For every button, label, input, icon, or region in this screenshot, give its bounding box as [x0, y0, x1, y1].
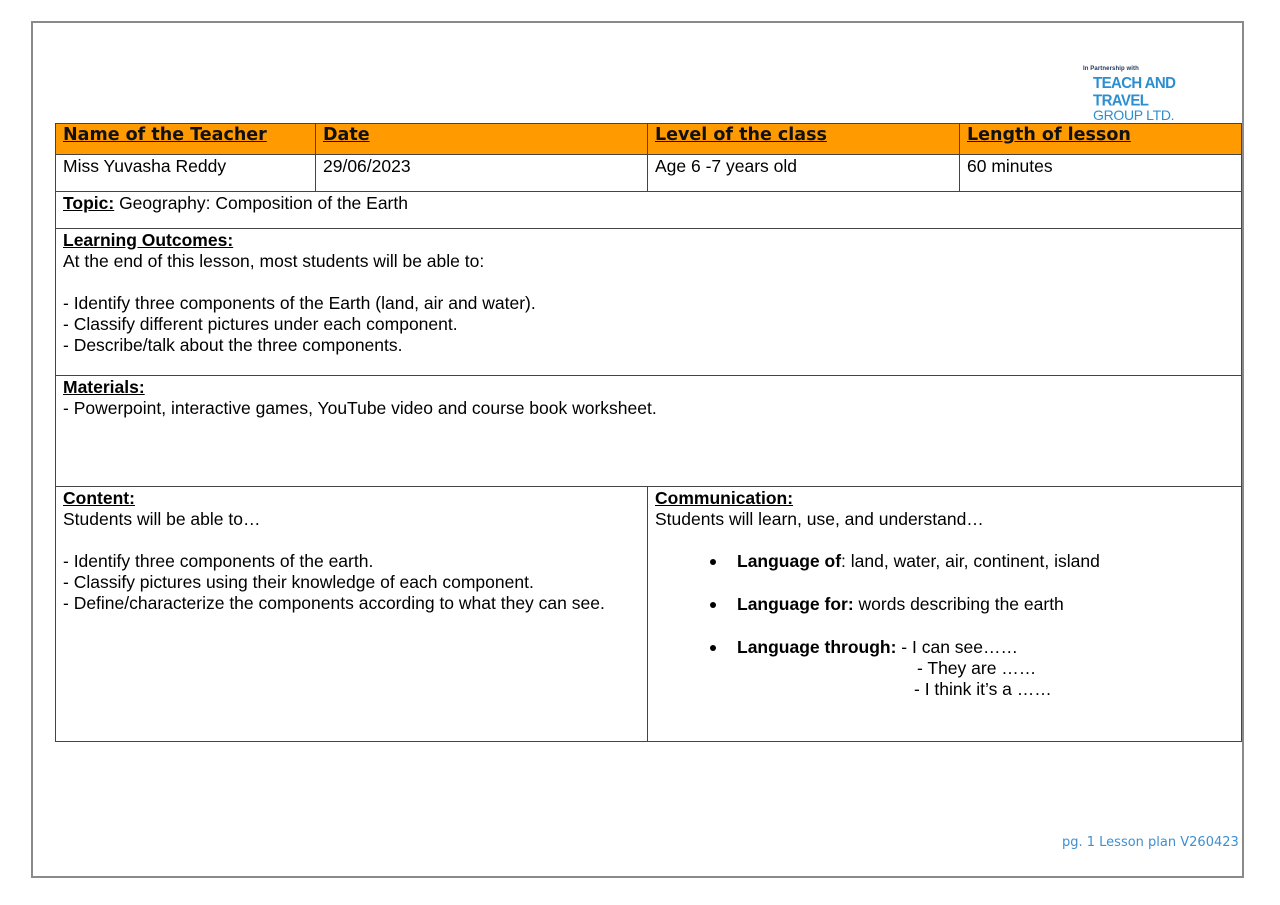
- outcomes-row: [56, 229, 1242, 376]
- level-header: Level of the class: [648, 124, 960, 155]
- length-value: 60 minutes: [960, 155, 1242, 192]
- language-for-label: Language for:: [737, 594, 854, 614]
- language-of-item: [655, 551, 1234, 572]
- outcomes-label: Learning Outcomes:: [63, 230, 234, 250]
- topic-row: [56, 192, 1242, 229]
- language-of-text: : land, water, air, continent, island: [841, 551, 1100, 571]
- language-list: [655, 551, 1234, 700]
- materials-cell: [56, 376, 1242, 487]
- logo-partnership-text: In Partnership with: [1083, 66, 1139, 72]
- content-item: - Classify pictures using their knowledge of each component.: [63, 572, 534, 592]
- materials-text: - Powerpoint, interactive games, YouTube video and course book worksheet.: [63, 398, 657, 418]
- topic-cell: [56, 192, 1242, 229]
- logo-line-1: TEACH AND TRAVEL: [1093, 74, 1176, 110]
- length-header: Length of lesson: [960, 124, 1242, 155]
- content-communication-row: [56, 487, 1242, 742]
- page-footer: pg. 1 Lesson plan V260423: [1062, 835, 1239, 850]
- language-for-text: words describing the earth: [853, 594, 1064, 614]
- logo-line-2: GROUP LTD.: [1093, 107, 1175, 123]
- content-item: - Define/characterize the components according to what they can see.: [63, 593, 605, 613]
- materials-label: Materials:: [63, 377, 145, 397]
- outcomes-intro: At the end of this lesson, most students will be able to:: [63, 251, 485, 271]
- outcome-item: - Classify different pictures under each component.: [63, 314, 458, 334]
- header-row: [56, 124, 1242, 155]
- teacher-header: Name of the Teacher: [56, 124, 316, 155]
- language-through-text: - I can see……: [896, 637, 1019, 657]
- date-value: 29/06/2023: [316, 155, 648, 192]
- language-through-line-3: - I think it’s a ……: [914, 679, 1052, 699]
- content-cell: [56, 487, 648, 742]
- outcome-item: - Identify three components of the Earth (land, air and water).: [63, 293, 536, 313]
- language-for-item: [655, 594, 1234, 615]
- lesson-plan-table: [55, 123, 1242, 742]
- outcomes-cell: [56, 229, 1242, 376]
- materials-row: [56, 376, 1242, 487]
- content-intro: Students will be able to…: [63, 509, 261, 529]
- teach-and-travel-logo: [1083, 66, 1213, 123]
- outcome-item: - Describe/talk about the three components.: [63, 335, 403, 355]
- language-through-line-2: - They are ……: [917, 658, 1037, 678]
- values-row: [56, 155, 1242, 192]
- language-of-label: Language of: [737, 551, 842, 571]
- content-label: Content:: [63, 488, 135, 508]
- content-item: - Identify three components of the earth.: [63, 551, 374, 571]
- communication-cell: [648, 487, 1242, 742]
- level-value: Age 6 -7 years old: [648, 155, 960, 192]
- date-header: Date: [316, 124, 648, 155]
- language-through-item: [655, 637, 1234, 700]
- topic-text: Geography: Composition of the Earth: [114, 193, 408, 213]
- language-through-label: Language through:: [737, 637, 897, 657]
- communication-intro: Students will learn, use, and understand…: [655, 509, 984, 529]
- teacher-value: Miss Yuvasha Reddy: [56, 155, 316, 192]
- topic-label: Topic:: [63, 193, 115, 213]
- communication-label: Communication:: [655, 488, 794, 508]
